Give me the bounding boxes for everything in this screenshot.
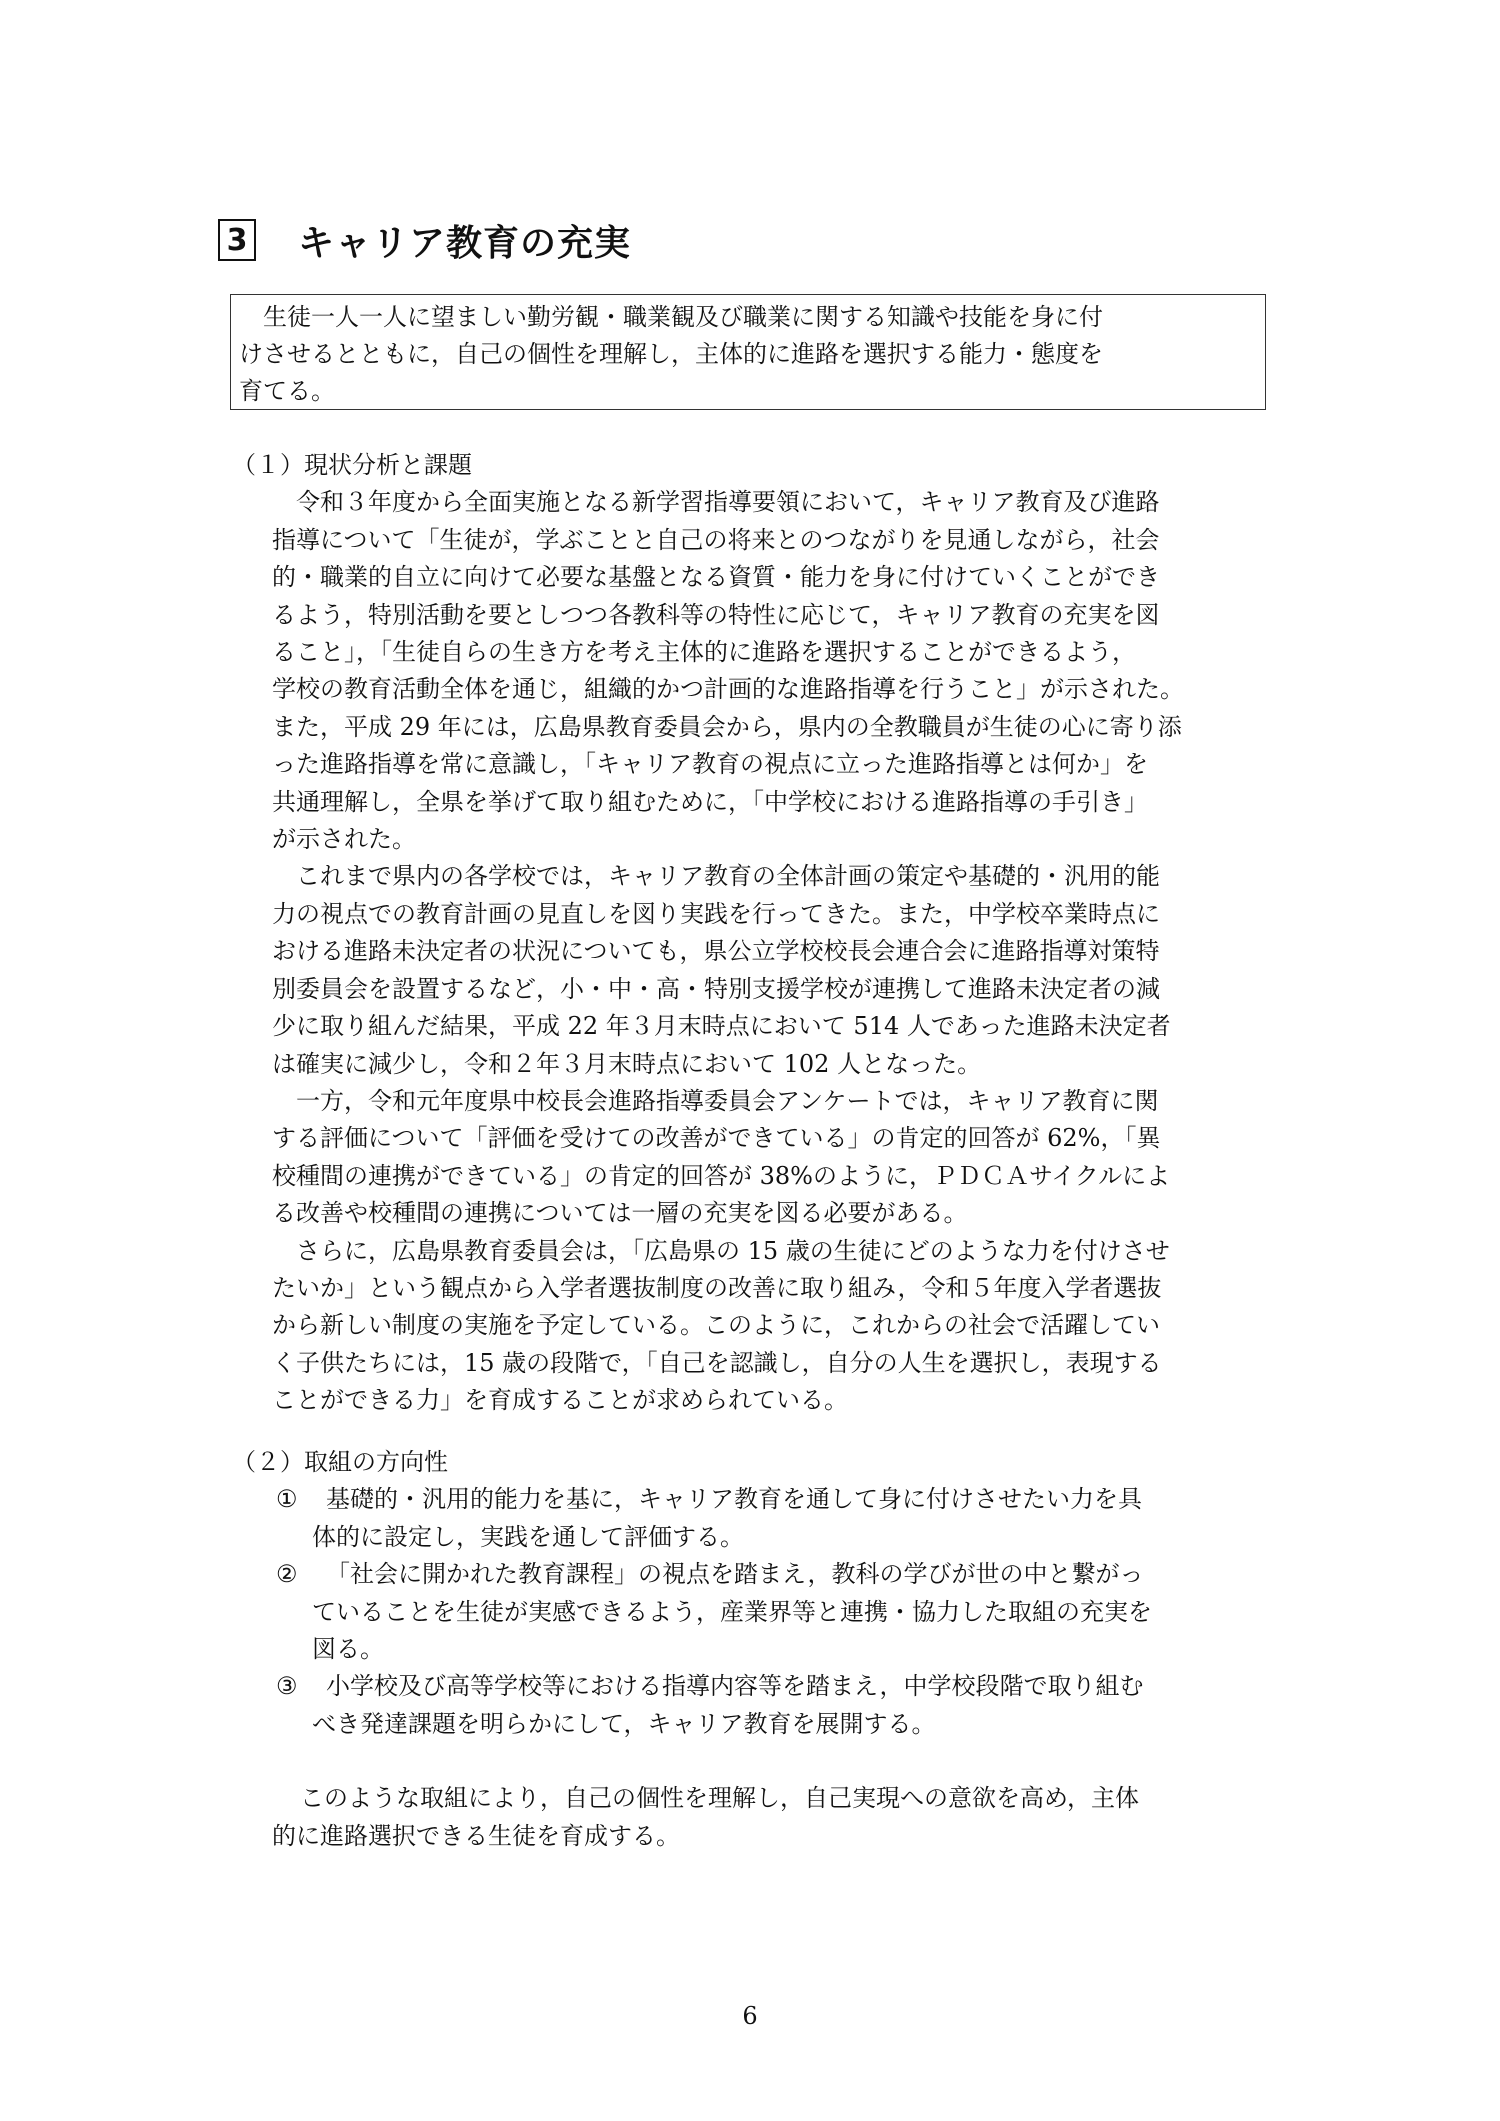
goal-box bbox=[230, 294, 1266, 410]
paragraph-line: る改善や校種間の連携については一層の充実を図る必要がある。 bbox=[272, 1199, 968, 1228]
paragraph-line: さらに，広島県教育委員会は，「広島県の 15 歳の生徒にどのような力を付けさせ bbox=[296, 1236, 1170, 1265]
paragraph-line: また，平成 29 年には，広島県教育委員会から，県内の全教職員が生徒の心に寄り添 bbox=[272, 712, 1182, 741]
list-item bbox=[232, 1481, 1272, 1556]
paragraph-line: 別委員会を設置するなど，小・中・高・特別支援学校が連携して進路未決定者の減 bbox=[272, 974, 1160, 1003]
paragraph-line: は確実に減少し，令和２年３月末時点において 102 人となった。 bbox=[272, 1049, 982, 1078]
paragraph-line: おける進路未決定者の状況についても，県公立学校校長会連合会に進路指導対策特 bbox=[272, 937, 1160, 966]
paragraph-line: 学校の教育活動全体を通じ，組織的かつ計画的な進路指導を行うこと」が示された。 bbox=[272, 675, 1184, 704]
paragraph-line: ことができる力」を育成することが求められている。 bbox=[272, 1386, 848, 1415]
goal-line: けさせるとともに，自己の個性を理解し，主体的に進路を選択する能力・態度を bbox=[239, 340, 1103, 368]
list-marker: ② bbox=[276, 1560, 298, 1589]
list-marker: ③ bbox=[276, 1672, 298, 1701]
page-number: 6 bbox=[742, 2002, 758, 2030]
list-line: 基礎的・汎用的能力を基に，キャリア教育を通して身に付けさせたい力を具 bbox=[326, 1485, 1142, 1514]
conclusion-line: 的に進路選択できる生徒を育成する。 bbox=[272, 1821, 680, 1850]
paragraph-line: った進路指導を常に意識し，「キャリア教育の視点に立った進路指導とは何か」を bbox=[272, 750, 1148, 779]
list-item bbox=[232, 1556, 1272, 1668]
paragraph-line: 的・職業的自立に向けて必要な基盤となる資質・能力を身に付けていくことができ bbox=[272, 563, 1160, 592]
paragraph-line: 令和３年度から全面実施となる新学習指導要領において，キャリア教育及び進路 bbox=[296, 488, 1160, 517]
direction-section bbox=[232, 1444, 1272, 1855]
section-header bbox=[218, 215, 631, 265]
paragraph-line: から新しい制度の実施を予定している。このように，これからの社会で活躍してい bbox=[272, 1311, 1160, 1340]
paragraph-line: ること」，「生徒自らの生き方を考え主体的に進路を選択することができるよう， bbox=[272, 638, 1136, 667]
section-title: キャリア教育の充実 bbox=[298, 222, 632, 264]
list-item bbox=[232, 1668, 1272, 1743]
analysis-heading: （１）現状分析と課題 bbox=[232, 451, 472, 479]
analysis-section bbox=[232, 447, 1272, 1420]
conclusion-line: このような取組により，自己の個性を理解し，自己実現への意欲を高め，主体 bbox=[300, 1784, 1140, 1813]
paragraph-line: する評価について「評価を受けての改善ができている」の肯定的回答が 62%，「異 bbox=[272, 1124, 1161, 1153]
paragraph-line: 少に取り組んだ結果，平成 22 年３月末時点において 514 人であった進路未決定者 bbox=[272, 1012, 1171, 1041]
paragraph-line: 校種間の連携ができている」の肯定的回答が 38%のように，ＰＤＣＡサイクルによ bbox=[272, 1161, 1171, 1190]
list-line: 体的に設定し，実践を通して評価する。 bbox=[312, 1522, 744, 1551]
paragraph-line: 一方，令和元年度県中校長会進路指導委員会アンケートでは，キャリア教育に関 bbox=[296, 1086, 1159, 1115]
list-line: 「社会に開かれた教育課程」の視点を踏まえ，教科の学びが世の中と繋がっ bbox=[326, 1560, 1144, 1589]
paragraph-line: たいか」という観点から入学者選抜制度の改善に取り組み，令和５年度入学者選抜 bbox=[272, 1273, 1162, 1302]
paragraph-line: 力の視点での教育計画の見直しを図り実践を行ってきた。また，中学校卒業時点に bbox=[272, 899, 1160, 928]
paragraph-line: るよう，特別活動を要としつつ各教科等の特性に応じて，キャリア教育の充実を図 bbox=[272, 600, 1160, 629]
list-line: べき発達課題を明らかにして，キャリア教育を展開する。 bbox=[312, 1709, 936, 1738]
paragraph-line: が示された。 bbox=[272, 825, 416, 854]
paragraph-line: これまで県内の各学校では，キャリア教育の全体計画の策定や基礎的・汎用的能 bbox=[296, 862, 1160, 891]
paragraph-line: 共通理解し，全県を挙げて取り組むために，「中学校における進路指導の手引き」 bbox=[272, 787, 1148, 816]
conclusion bbox=[232, 1780, 1272, 1855]
list-line: 図る。 bbox=[312, 1635, 384, 1664]
paragraph-line: 指導について「生徒が，学ぶことと自己の将来とのつながりを見通しながら，社会 bbox=[272, 525, 1160, 554]
direction-heading: （２）取組の方向性 bbox=[232, 1448, 448, 1476]
spacer bbox=[232, 1743, 1272, 1780]
list-line: ていることを生徒が実感できるよう，産業界等と連携・協力した取組の充実を bbox=[312, 1597, 1152, 1626]
goal-line: 育てる。 bbox=[239, 377, 335, 405]
list-marker: ① bbox=[276, 1485, 298, 1514]
analysis-body bbox=[232, 484, 1272, 1419]
section-number-box: 3 bbox=[218, 219, 256, 261]
list-line: 小学校及び高等学校等における指導内容等を踏まえ，中学校段階で取り組む bbox=[326, 1672, 1144, 1701]
goal-line: 生徒一人一人に望ましい勤労観・職業観及び職業に関する知識や技能を身に付 bbox=[263, 303, 1103, 331]
paragraph-line: く子供たちには，15 歳の段階で，「自己を認識し，自分の人生を選択し，表現する bbox=[272, 1348, 1162, 1377]
